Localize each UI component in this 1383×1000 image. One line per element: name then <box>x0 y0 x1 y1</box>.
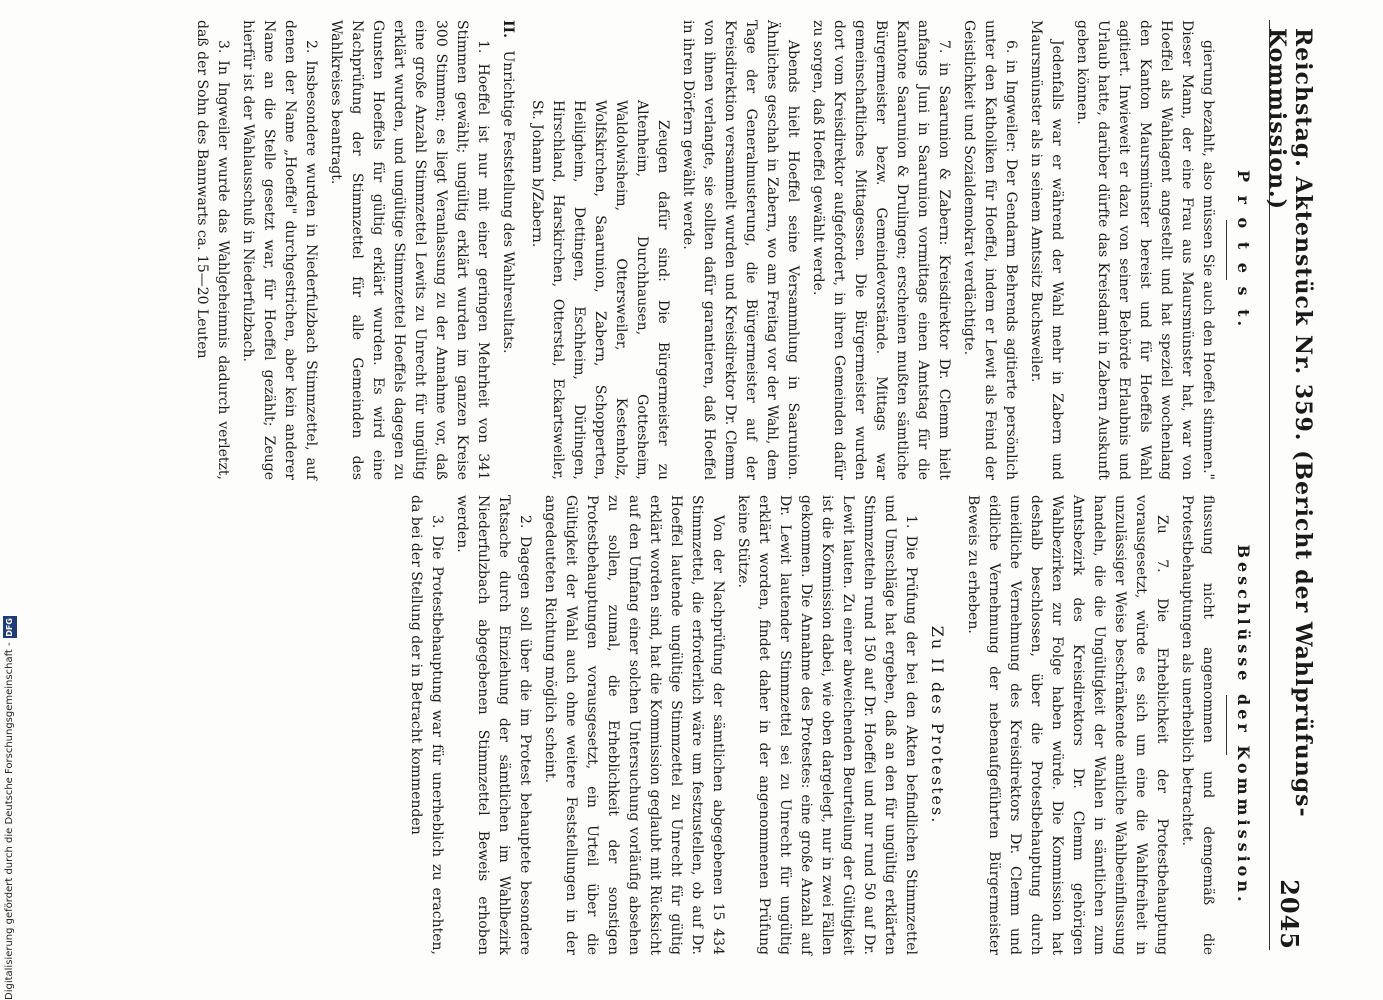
section-heading <box>497 20 518 480</box>
paragraph: 1. Die Prüfung der bei den Akten befindlichen Stimmzettel und Umschläge hat ergeben, daß an den für ungültig erklärten Stimmzetteln rund 150 auf Dr. Hoeffel und nur rund 50 auf Dr. Lewit lauten. Zu einer abweichenden Beurteilung der Gültigkeit ist die Kommission dabei, wie oben dargelegt, nur in zwei Fällen gekommen. Die Annahme des Protestes: eine große Anzahl auf Dr. Lewit lautender Stimmzettel sei zu Unrecht für ungültig erklärt worden, findet daher in der angenommenen Prüfung keine Stütze. <box>735 495 919 955</box>
paragraph: 2. Dagegen soll über die im Protest behauptete besondere Tatsache durch Einziehung der sämtlichen im Wahlbezirk Niederfulzbach abgegebenen Stimmzettel Beweis erhoben werden. <box>454 495 533 955</box>
dfg-logo-icon: DFG <box>3 616 17 638</box>
section-heading-zu-ii: Zu II des Protestes. <box>928 625 947 825</box>
digitization-credit <box>0 0 20 1000</box>
digitization-sidebar <box>0 0 20 1000</box>
column-heading-protest: P r o t e s t. <box>1234 169 1253 331</box>
heading-rule <box>1226 695 1227 755</box>
document-page <box>80 0 1320 1000</box>
paragraph: Abends hielt Hoeffel seine Versammlung in Saarunion. Ähnliches geschah in Zabern, wo am Freitag vor der Wahl, dem Tage der Generalmusterung, die Bürgermeister auf der Kreisdirektion versammelt wurden und Kreisdirektor Dr. Clemm von ihnen verlangte, sie sollten dafür garantieren, daß Hoeffel in ihren Dörfern gewählt werde. <box>680 20 801 480</box>
page-header <box>1264 20 1316 950</box>
heading-rule <box>1226 220 1227 280</box>
paragraph: Von der Nachprüfung der sämtlichen abgegebenen 15 434 Stimmzettel, die erforderlich wäre um festzustellen, ob auf Dr. Hoeffel lautende ungültige Stimmzettel zu Unrecht für gültig erklärt worden sind, hat die Kommission geglaubt mit Rücksicht auf den Umfang einer solchen Untersuchung vorläufig absehen zu sollen, zumal, die Erheblichkeit der sonstigen Protestbehauptungen vorausgesetzt, ein Urteil über die Gültigkeit der Wahl auch ohne weitere Feststellungen in der angedeuteten Richtung möglich scheint. <box>542 495 726 955</box>
paragraph: 6. in Ingweiler: Der Gendarm Behrends agitierte persönlich unter den Katholiken für Hoeffel, indem er Lewit als Feind der Geistlichkeit und Sozialdemokrat verdächtigte. <box>961 20 1019 480</box>
page-title: Reichstag. Aktenstück Nr. 359. (Bericht der Wahlprüfungs-Kommission.) <box>1264 28 1316 818</box>
right-column <box>401 495 1258 955</box>
left-column <box>187 20 1258 480</box>
paragraph: gierung bezahlt, also müssen Sie auch den Hoeffel stimmen." Dieser Mann, der eine Frau aus Maursmünster hat, war von Hoeffel als Wahlagent angestellt und hat speziell wochenlang den Kanton Maursmünster bereist und für Hoeffels Wahl agitiert. Inwieweit er dazu von seiner Behörde Erlaubnis und Urlaub hatte, darüber dürfte das Kreisdamt in Zabern Auskunft geben können. <box>1074 20 1216 480</box>
section-title: Unrichtige Feststellung des Wahlresultats. <box>500 50 516 354</box>
credit-text: Digitalisierung gefördert durch die Deutsche Forschungsgemeinschaft - <box>4 642 15 1000</box>
paragraph: 2. Insbesondere wurden in Niederfulzbach Stimmzettel, auf denen der Name „Hoeffel" durchgestrichen, aber kein anderer Name an die Stelle gesetzt war, für Hoeffel gezählt; Zeuge hierfür ist der Wahlausschuß in Niederfulzbach. <box>240 20 319 480</box>
paragraph: 7. in Saarunion & Zabern: Kreisdirektor Dr. Clemm hielt anfangs Juni in Saarunion vormittags einen Amtstag für die Kantone Saarunion & Drulingen; erscheinen mußten sämtliche Bürgermeister bezw. Gemeindevorstände. Mittags war gemeinschaftliches Mittagessen. Die Bürgermeister wurden dort vom Kreisdirektor aufgefordert, in ihren Gemeinden dafür zu sorgen, daß Hoeffel gewählt werde. <box>810 20 952 480</box>
witness-list: Zeugen dafür sind: Die Bürgermeister zu Altenheim, Durchhausen, Gottesheim, Waldolwisheim, Ottersweiler, Kestenholz, Wolfskirchen, Saarunion, Zabern, Schopperten, Heiligheim, Dettingen, Eschheim, Dürlingen, Hirschland, Harskirchen, Otterstal, Eckartsweiler, St. Johann b/Zabern. <box>529 100 671 480</box>
paragraph: 1. Hoeffel ist nur mit einer geringen Mehrheit von 341 Stimmen gewählt; ungültig erklärt wurden im ganzen Kreise 300 Stimmen; es liegt Veranlassung zu der Annahme vor, daß eine große Anzahl Stimmzettel Lewits zu Unrecht für ungültig erklärt wurden, und ungültige Stimmzettel Hoeffels dagegen zu Gunsten Hoeffels für gültig erklärt wurden. Es wird eine Nachprüfung der Stimmzettel für alle Gemeinden des Wahlkreises beantragt. <box>328 20 491 480</box>
column-heading-resolutions: Beschlüsse der Kommission. <box>1234 544 1253 906</box>
paragraph: 3. Die Protestbehauptung war für unerheblich zu erachten, da bei der Stellung der in Betracht kommenden <box>408 495 445 955</box>
section-number: II. <box>500 20 516 38</box>
page-number: 2045 <box>1275 879 1305 950</box>
paragraph: flussung nicht angenommen und demgemäß die Protestbehauptungen als unerheblich betrachtet. <box>1179 495 1216 955</box>
paragraph: Jedenfalls war er während der Wahl mehr in Zabern und Maursmünster als in seinem Amtssitz Buchsweiler. <box>1028 20 1065 480</box>
paragraph: Zu 7. Die Erheblichkeit der Protestbehauptung vorausgesetzt, würde es sich um eine die Wahlfreiheit in unzulässiger Weise beschränkende amtliche Wahlbeeinflussung handeln, die die Ungültigkeit der Wahlen in sämtlichen zum Amtsbezirk des Kreisdirektors Dr. Clemm gehörigen Wahlbezirken zur Folge haben würde. Die Kommission hat deshalb beschlossen, über die Protestbehauptung durch uneidliche Vernehmung des Kreisdirektors Dr. Clemm und eidliche Vernehmung der nebenaufgeführten Bürgermeister Beweis zu erheben. <box>965 495 1170 955</box>
paragraph: 3. In Ingweiler wurde das Wahlgeheimnis dadurch verletzt, daß der Sohn des Bannwarts ca. 15—20 Leuten <box>194 20 231 480</box>
